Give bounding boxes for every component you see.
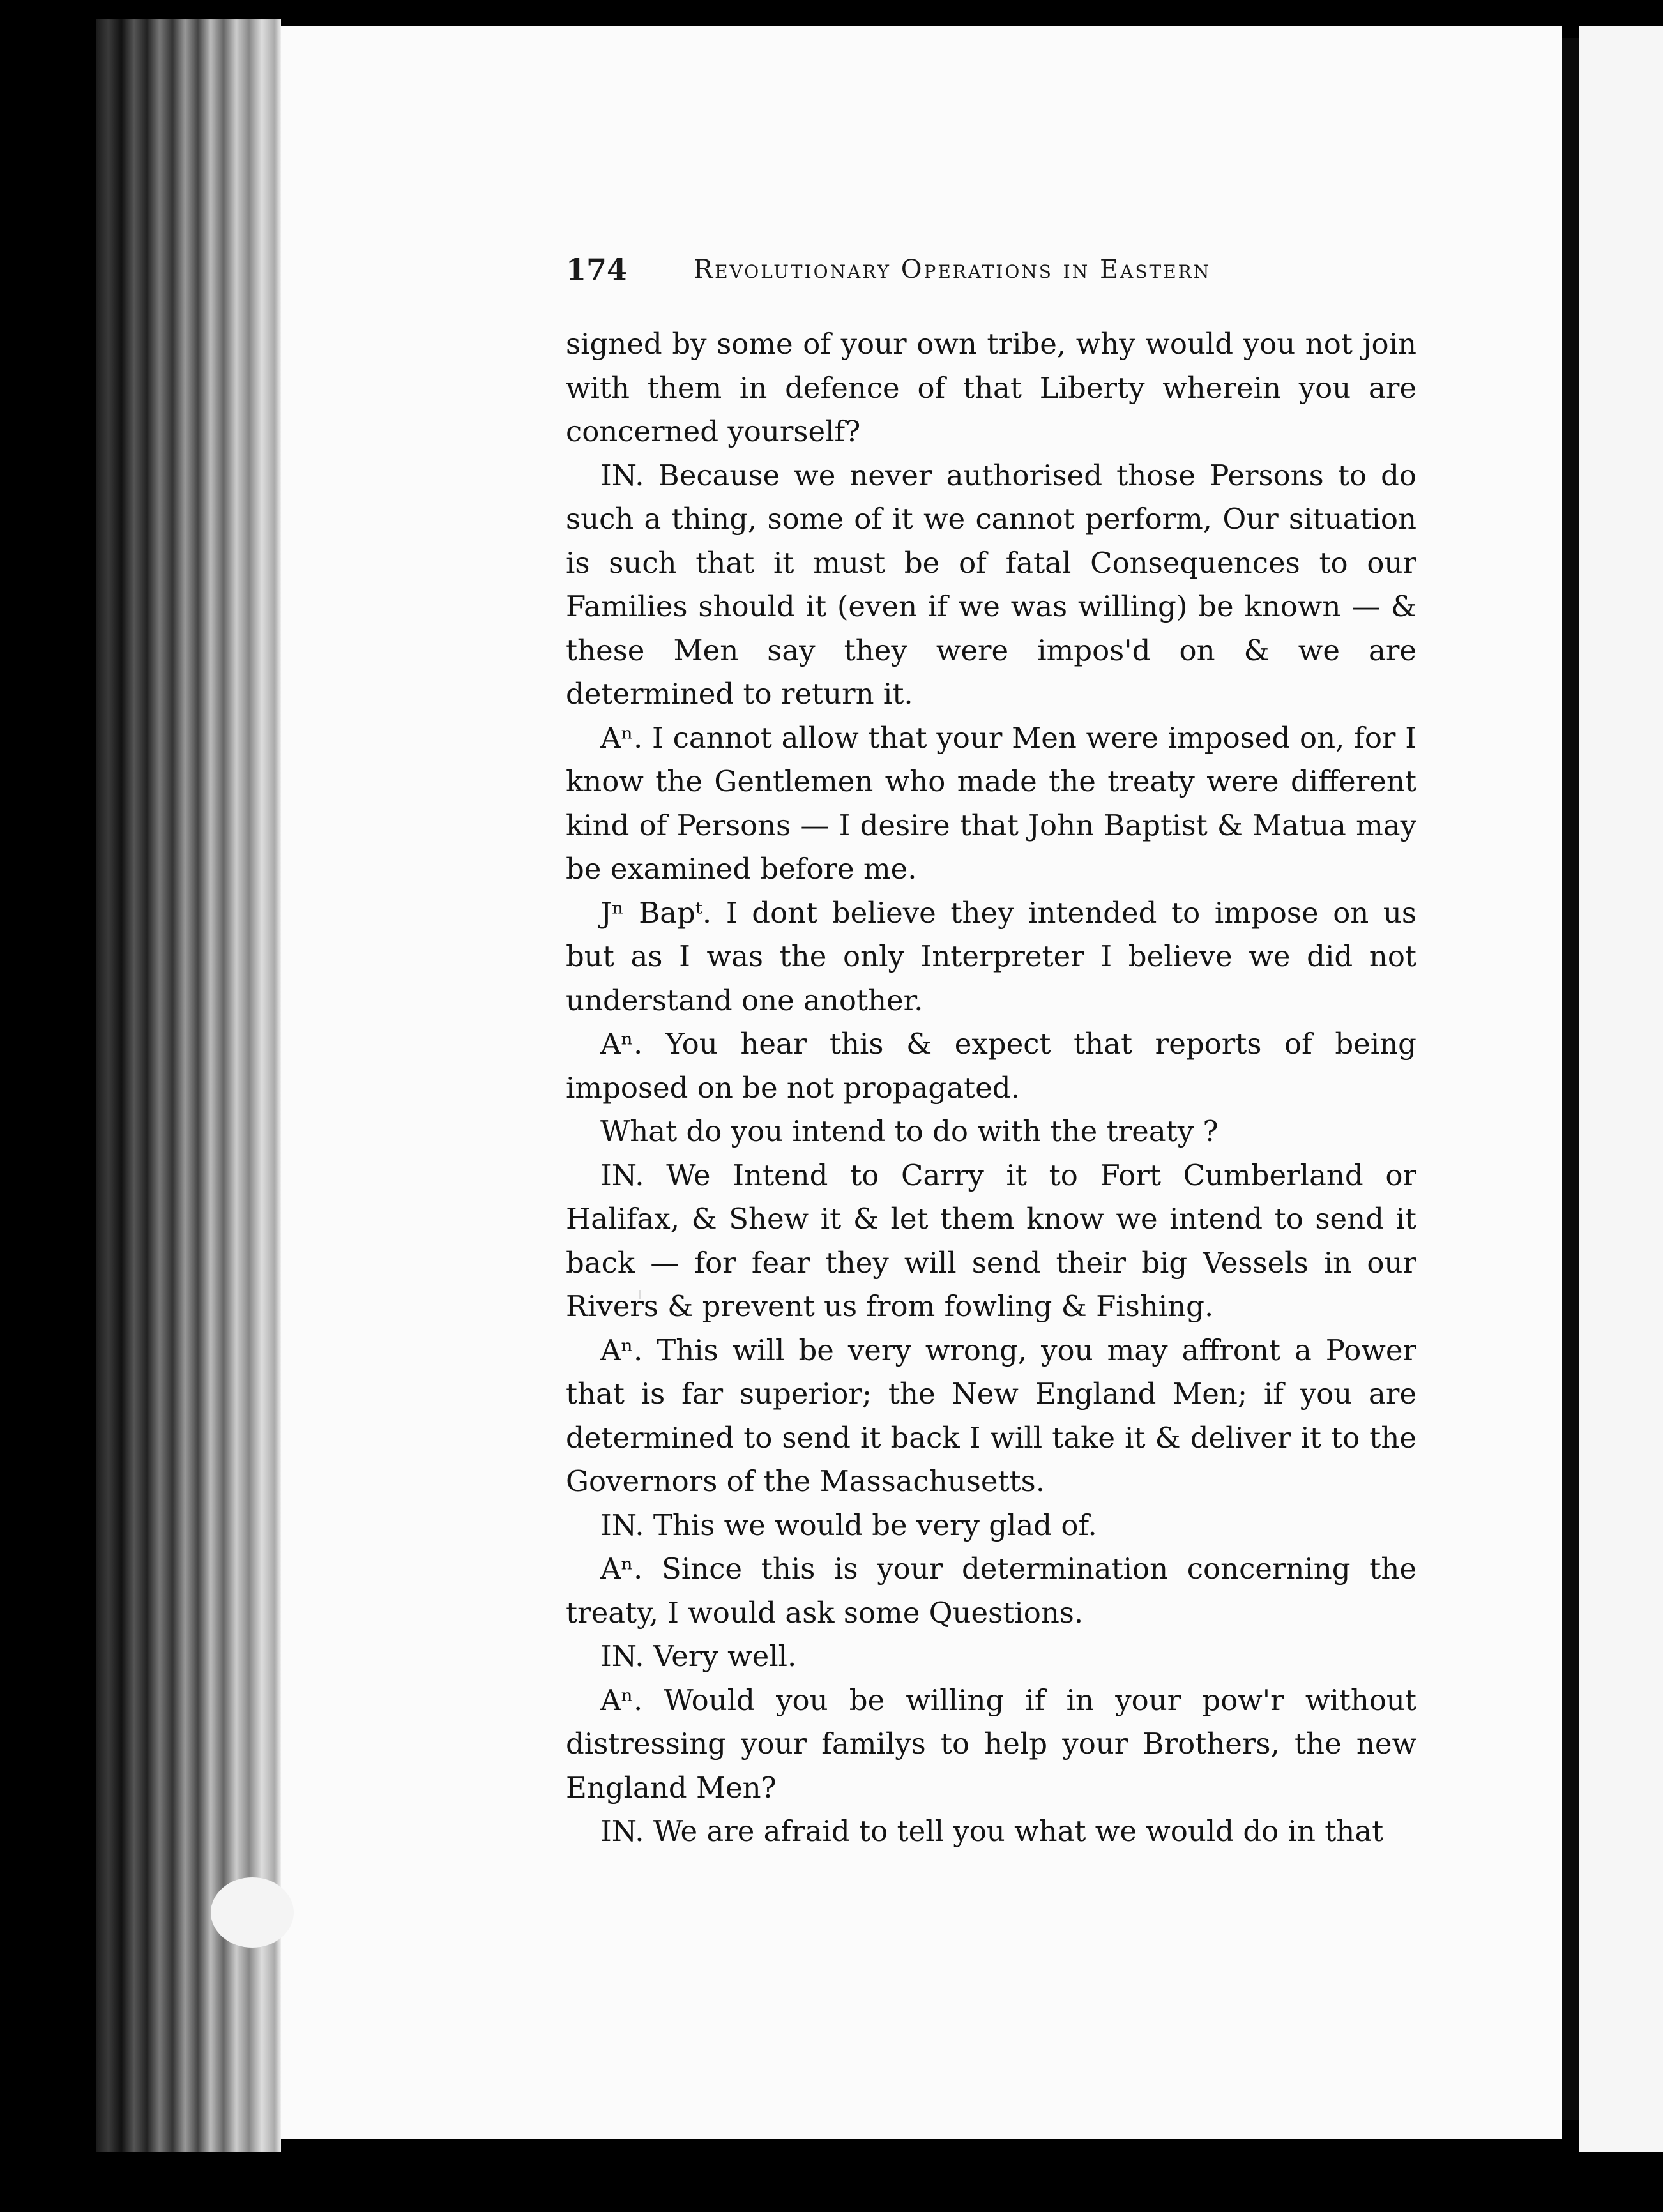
paper-blemish [211, 1877, 294, 1948]
page-stack-edges [96, 19, 281, 2152]
paragraph: Aⁿ. This will be very wrong, you may affront a Power that is far superior; the New England Men; if you are determined to send it back I will take it & deliver it to the Governors of the Massachusetts. [566, 1333, 1416, 1498]
facing-page-edge [1562, 38, 1579, 2120]
paragraph: Aⁿ. Would you be willing if in your pow'r without distressing your familys to help your Brothers, the new England Men? [566, 1683, 1416, 1805]
paragraph: IN. Very well. [600, 1639, 797, 1673]
paragraph: What do you intend to do with the treaty ? [600, 1114, 1219, 1148]
paragraph: Aⁿ. I cannot allow that your Men were imposed on, for I know the Gentlemen who made the treaty were different kind of Persons — I desire that John Baptist & Matua may be examined before me. [566, 720, 1416, 886]
paragraph: Jⁿ Bapᵗ. I dont believe they intended to impose on us but as I was the only Interpreter I believe we did not understand one another. [566, 895, 1416, 1017]
paragraph: Aⁿ. Since this is your determination concerning the treaty, I would ask some Questions. [566, 1552, 1416, 1630]
paragraph: IN. We are afraid to tell you what we would do in that [600, 1814, 1384, 1848]
paragraph: IN. Because we never authorised those Persons to do such a thing, some of it we cannot perform, Our situation is such that it must be of fatal Consequences to our Families should it (even if we was willing) be known — & these Men say they were impos'd on & we are determined to return it. [566, 458, 1416, 711]
running-title: Revolutionary Operations in Eastern [694, 255, 1211, 284]
paragraph: IN. This we would be very glad of. [600, 1508, 1097, 1542]
facing-page-margin [1579, 26, 1663, 2152]
paragraph: Aⁿ. You hear this & expect that reports of being imposed on be not propagated. [566, 1027, 1416, 1105]
page-number: 174 [566, 252, 628, 287]
body-text [566, 322, 1416, 1854]
paragraph: signed by some of your own tribe, why would you not join with them in defence of that Liberty wherein you are concerned yourself? [566, 327, 1416, 448]
page-header [566, 252, 1294, 297]
paragraph: IN. We Intend to Carry it to Fort Cumberland or Halifax, & Shew it & let them know we intend to send it back — for fear they will send their big Vessels in our Rivers & prevent us from fowling & Fishing. [566, 1158, 1416, 1323]
